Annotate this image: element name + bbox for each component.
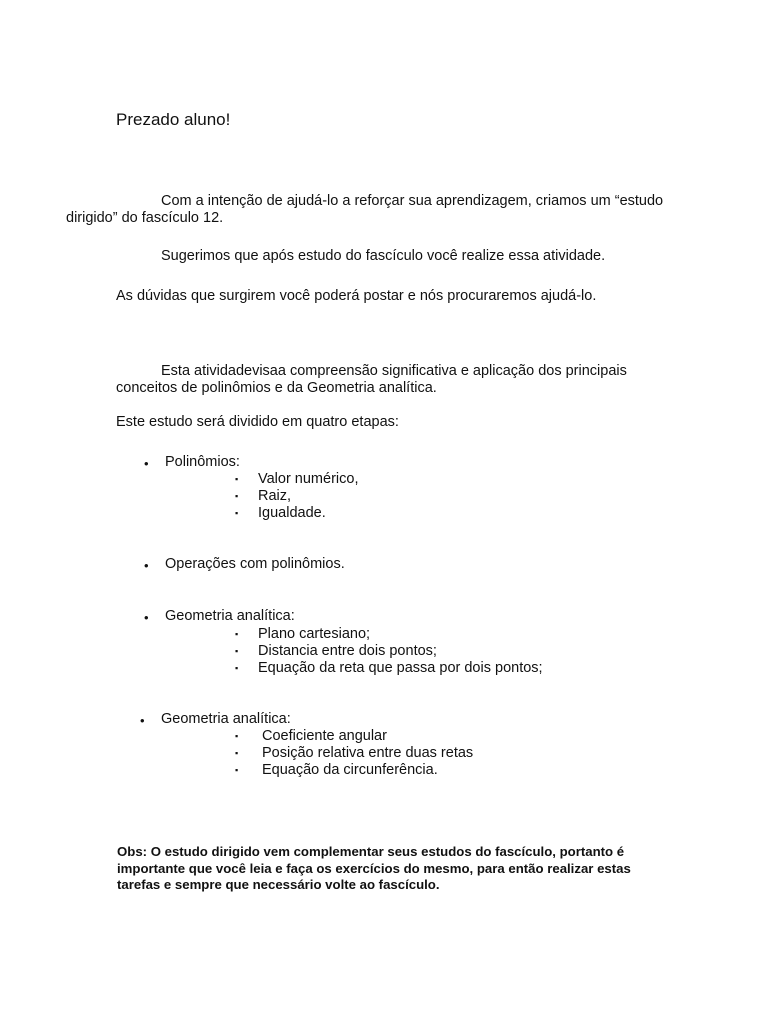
square-bullet-icon: ▪ <box>235 731 239 741</box>
list-item: Equação da circunferência. <box>262 762 438 778</box>
purpose-line-2: conceitos de polinômios e da Geometria analítica. <box>116 380 437 396</box>
list-item: Valor numérico, <box>258 471 359 487</box>
bullet-icon: • <box>144 456 149 471</box>
obs-line-3: tarefas e sempre que necessário volte ao fascículo. <box>117 877 440 892</box>
square-bullet-icon: ▪ <box>235 663 239 673</box>
suggestion-paragraph: Sugerimos que após estudo do fascículo você realize essa atividade. <box>161 248 606 264</box>
list-item: Coeficiente angular <box>262 728 387 744</box>
purpose-line-1: Esta atividadevisaa compreensão significativa e aplicação dos principais <box>161 363 627 379</box>
bullet-icon: • <box>140 713 145 728</box>
list-item: Raiz, <box>258 488 292 504</box>
bullet-icon: • <box>144 610 149 625</box>
list-item: Igualdade. <box>258 505 326 521</box>
intro-line-2: dirigido” do fascículo 12. <box>66 210 224 226</box>
stages-intro: Este estudo será dividido em quatro etapas: <box>116 414 399 430</box>
list-item: Equação da reta que passa por dois pontos; <box>258 660 543 676</box>
obs-line-2: importante que você leia e faça os exercícios do mesmo, para então realizar estas <box>117 860 631 876</box>
stage-title: Operações com polinômios. <box>165 556 345 572</box>
square-bullet-icon: ▪ <box>235 629 239 639</box>
intro-line-1: Com a intenção de ajudá-lo a reforçar sua aprendizagem, criamos um “estudo <box>161 193 664 209</box>
square-bullet-icon: ▪ <box>235 748 239 758</box>
bullet-icon: • <box>144 558 149 573</box>
doubts-paragraph: As dúvidas que surgirem você poderá postar e nós procuraremos ajudá-lo. <box>116 288 597 304</box>
square-bullet-icon: ▪ <box>235 474 239 484</box>
square-bullet-icon: ▪ <box>235 508 239 518</box>
list-item: Distancia entre dois pontos; <box>258 643 437 659</box>
obs-line-1: Obs: O estudo dirigido vem complementar seus estudos do fascículo, portanto é <box>117 844 625 859</box>
greeting: Prezado aluno! <box>116 110 231 129</box>
obs-note <box>117 844 697 894</box>
stage-title: Geometria analítica: <box>165 608 295 624</box>
square-bullet-icon: ▪ <box>235 765 239 775</box>
list-item: Plano cartesiano; <box>258 626 371 642</box>
list-item: Posição relativa entre duas retas <box>262 745 474 761</box>
square-bullet-icon: ▪ <box>235 491 239 501</box>
square-bullet-icon: ▪ <box>235 646 239 656</box>
stage-title: Geometria analítica: <box>161 711 291 727</box>
stage-title: Polinômios: <box>165 454 240 470</box>
